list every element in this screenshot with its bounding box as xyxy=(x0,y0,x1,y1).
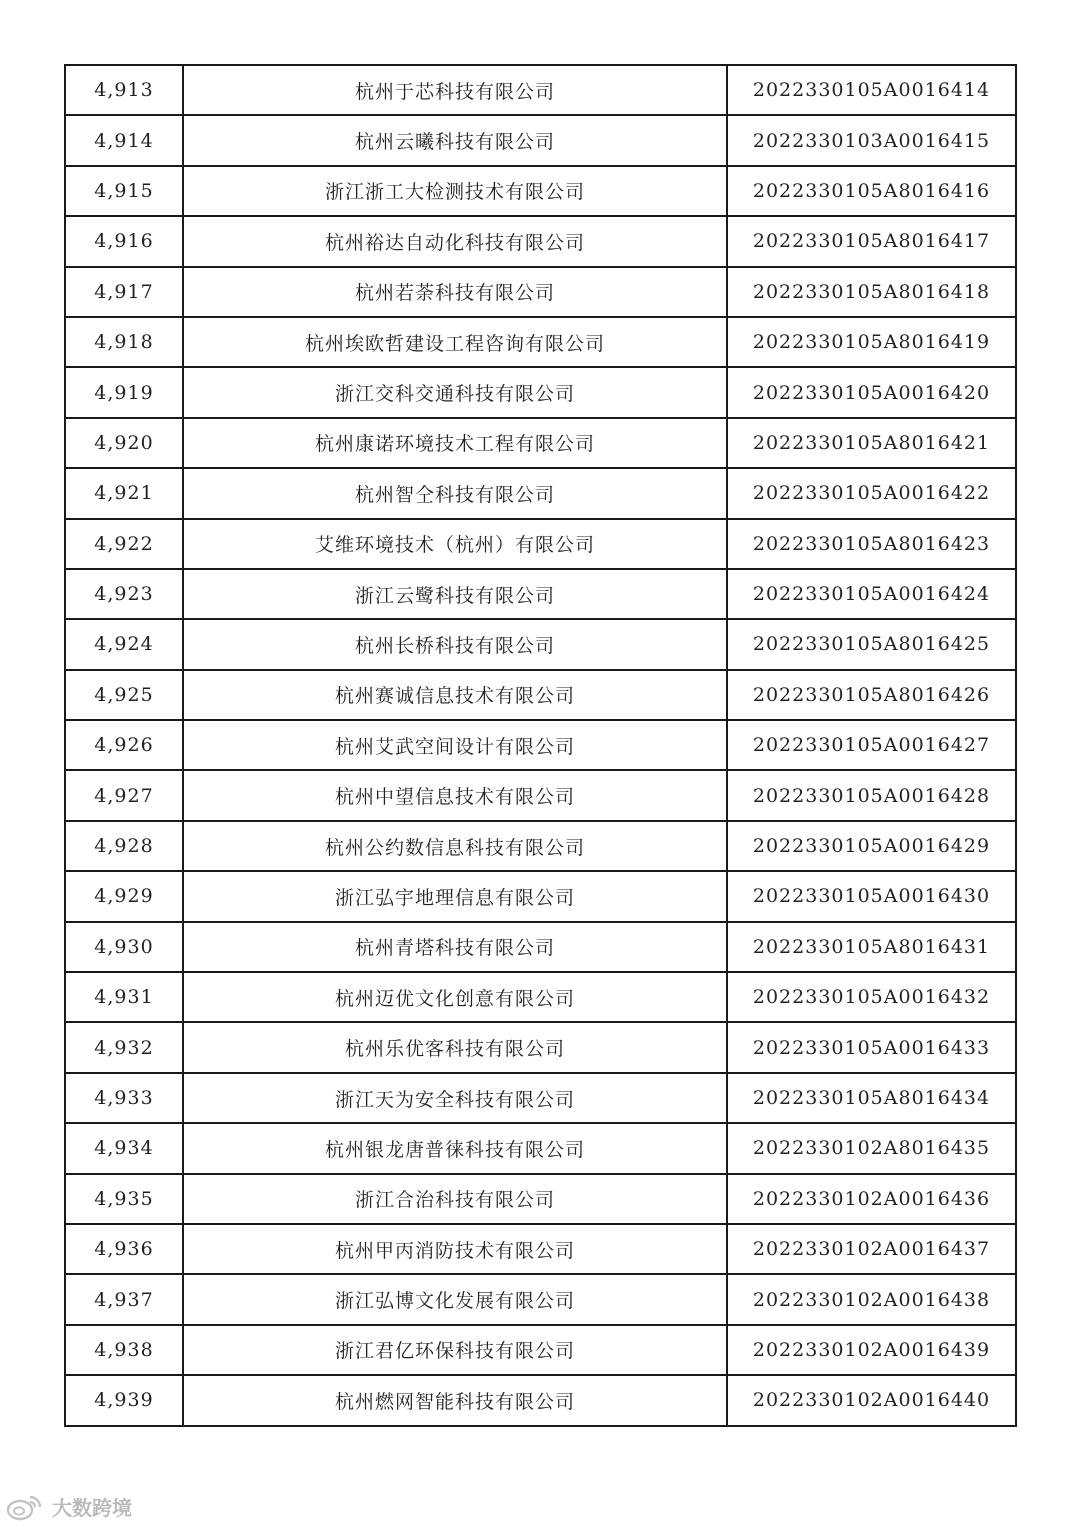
row-number-cell: 4,923 xyxy=(65,569,183,619)
registration-code-cell: 2022330105A8016419 xyxy=(727,317,1016,367)
row-number-cell: 4,917 xyxy=(65,267,183,317)
registration-code-cell: 2022330105A8016423 xyxy=(727,519,1016,569)
registration-code-cell: 2022330102A0016437 xyxy=(727,1224,1016,1274)
row-number-cell: 4,937 xyxy=(65,1274,183,1324)
registration-code-cell: 2022330105A0016429 xyxy=(727,821,1016,871)
row-number-cell: 4,926 xyxy=(65,720,183,770)
company-name-cell: 杭州迈优文化创意有限公司 xyxy=(183,972,727,1022)
table-row xyxy=(65,972,1016,1022)
table-row xyxy=(65,1022,1016,1072)
weibo-logo-icon xyxy=(6,1493,46,1521)
registration-code-cell: 2022330105A0016420 xyxy=(727,367,1016,417)
registration-code-cell: 2022330105A8016425 xyxy=(727,619,1016,669)
table-row xyxy=(65,1274,1016,1324)
table-row xyxy=(65,519,1016,569)
company-name-cell: 杭州甲丙消防技术有限公司 xyxy=(183,1224,727,1274)
row-number-cell: 4,934 xyxy=(65,1123,183,1173)
table-row xyxy=(65,569,1016,619)
company-name-cell: 杭州青塔科技有限公司 xyxy=(183,922,727,972)
table-row xyxy=(65,770,1016,820)
row-number-cell: 4,914 xyxy=(65,115,183,165)
watermark xyxy=(6,1492,132,1521)
row-number-cell: 4,928 xyxy=(65,821,183,871)
table-row xyxy=(65,1224,1016,1274)
table-row xyxy=(65,821,1016,871)
table-row xyxy=(65,468,1016,518)
company-name-cell: 杭州长桥科技有限公司 xyxy=(183,619,727,669)
registration-code-cell: 2022330105A8016418 xyxy=(727,267,1016,317)
registration-code-cell: 2022330105A8016426 xyxy=(727,670,1016,720)
table-row xyxy=(65,166,1016,216)
registration-code-cell: 2022330105A8016421 xyxy=(727,418,1016,468)
table-row xyxy=(65,65,1016,115)
registration-code-cell: 2022330102A0016439 xyxy=(727,1325,1016,1375)
row-number-cell: 4,925 xyxy=(65,670,183,720)
table-row xyxy=(65,115,1016,165)
table-row xyxy=(65,1073,1016,1123)
row-number-cell: 4,919 xyxy=(65,367,183,417)
company-name-cell: 杭州康诺环境技术工程有限公司 xyxy=(183,418,727,468)
registration-code-cell: 2022330105A0016424 xyxy=(727,569,1016,619)
registration-code-cell: 2022330105A8016417 xyxy=(727,216,1016,266)
company-name-cell: 浙江浙工大检测技术有限公司 xyxy=(183,166,727,216)
table-row xyxy=(65,1174,1016,1224)
company-name-cell: 杭州智仝科技有限公司 xyxy=(183,468,727,518)
row-number-cell: 4,932 xyxy=(65,1022,183,1072)
row-number-cell: 4,938 xyxy=(65,1325,183,1375)
row-number-cell: 4,939 xyxy=(65,1375,183,1425)
table-row xyxy=(65,1123,1016,1173)
row-number-cell: 4,915 xyxy=(65,166,183,216)
row-number-cell: 4,918 xyxy=(65,317,183,367)
watermark-text: 大数跨境 xyxy=(52,1496,132,1520)
row-number-cell: 4,924 xyxy=(65,619,183,669)
company-name-cell: 杭州艾武空间设计有限公司 xyxy=(183,720,727,770)
row-number-cell: 4,916 xyxy=(65,216,183,266)
registration-code-cell: 2022330105A0016430 xyxy=(727,871,1016,921)
table-row xyxy=(65,922,1016,972)
registration-code-cell: 2022330105A0016433 xyxy=(727,1022,1016,1072)
registration-code-cell: 2022330105A0016432 xyxy=(727,972,1016,1022)
table-row xyxy=(65,619,1016,669)
row-number-cell: 4,933 xyxy=(65,1073,183,1123)
table-row xyxy=(65,418,1016,468)
registration-code-cell: 2022330105A8016434 xyxy=(727,1073,1016,1123)
registration-code-cell: 2022330105A0016422 xyxy=(727,468,1016,518)
company-name-cell: 浙江君亿环保科技有限公司 xyxy=(183,1325,727,1375)
row-number-cell: 4,913 xyxy=(65,65,183,115)
registration-code-cell: 2022330105A0016427 xyxy=(727,720,1016,770)
company-name-cell: 浙江弘博文化发展有限公司 xyxy=(183,1274,727,1324)
registration-code-cell: 2022330102A0016438 xyxy=(727,1274,1016,1324)
registration-code-cell: 2022330103A0016415 xyxy=(727,115,1016,165)
table-row xyxy=(65,720,1016,770)
registration-code-cell: 2022330105A8016431 xyxy=(727,922,1016,972)
company-name-cell: 浙江天为安全科技有限公司 xyxy=(183,1073,727,1123)
company-name-cell: 杭州中望信息技术有限公司 xyxy=(183,770,727,820)
table-row xyxy=(65,1325,1016,1375)
row-number-cell: 4,929 xyxy=(65,871,183,921)
company-name-cell: 杭州赛诚信息技术有限公司 xyxy=(183,670,727,720)
registration-code-cell: 2022330105A8016416 xyxy=(727,166,1016,216)
row-number-cell: 4,927 xyxy=(65,770,183,820)
row-number-cell: 4,921 xyxy=(65,468,183,518)
table-row xyxy=(65,367,1016,417)
row-number-cell: 4,920 xyxy=(65,418,183,468)
company-list-table xyxy=(64,64,1017,1427)
registration-code-cell: 2022330105A0016428 xyxy=(727,770,1016,820)
registration-code-cell: 2022330102A8016435 xyxy=(727,1123,1016,1173)
company-name-cell: 杭州裕达自动化科技有限公司 xyxy=(183,216,727,266)
company-name-cell: 杭州于芯科技有限公司 xyxy=(183,65,727,115)
registration-code-cell: 2022330102A0016440 xyxy=(727,1375,1016,1425)
table-row xyxy=(65,871,1016,921)
registration-code-cell: 2022330105A0016414 xyxy=(727,65,1016,115)
company-name-cell: 浙江交科交通科技有限公司 xyxy=(183,367,727,417)
table-row xyxy=(65,267,1016,317)
row-number-cell: 4,922 xyxy=(65,519,183,569)
table-row xyxy=(65,317,1016,367)
company-name-cell: 杭州燃网智能科技有限公司 xyxy=(183,1375,727,1425)
company-name-cell: 杭州乐优客科技有限公司 xyxy=(183,1022,727,1072)
company-name-cell: 杭州若荼科技有限公司 xyxy=(183,267,727,317)
row-number-cell: 4,935 xyxy=(65,1174,183,1224)
company-name-cell: 艾维环境技术（杭州）有限公司 xyxy=(183,519,727,569)
company-name-cell: 杭州云曦科技有限公司 xyxy=(183,115,727,165)
row-number-cell: 4,931 xyxy=(65,972,183,1022)
company-name-cell: 浙江弘宇地理信息有限公司 xyxy=(183,871,727,921)
company-name-cell: 杭州公约数信息科技有限公司 xyxy=(183,821,727,871)
company-name-cell: 浙江云鹭科技有限公司 xyxy=(183,569,727,619)
row-number-cell: 4,930 xyxy=(65,922,183,972)
company-list-body xyxy=(65,65,1016,1426)
company-name-cell: 杭州银龙唐普徕科技有限公司 xyxy=(183,1123,727,1173)
company-name-cell: 浙江合治科技有限公司 xyxy=(183,1174,727,1224)
row-number-cell: 4,936 xyxy=(65,1224,183,1274)
table-row xyxy=(65,1375,1016,1425)
company-name-cell: 杭州埃欧哲建设工程咨询有限公司 xyxy=(183,317,727,367)
table-row xyxy=(65,670,1016,720)
table-row xyxy=(65,216,1016,266)
registration-code-cell: 2022330102A0016436 xyxy=(727,1174,1016,1224)
